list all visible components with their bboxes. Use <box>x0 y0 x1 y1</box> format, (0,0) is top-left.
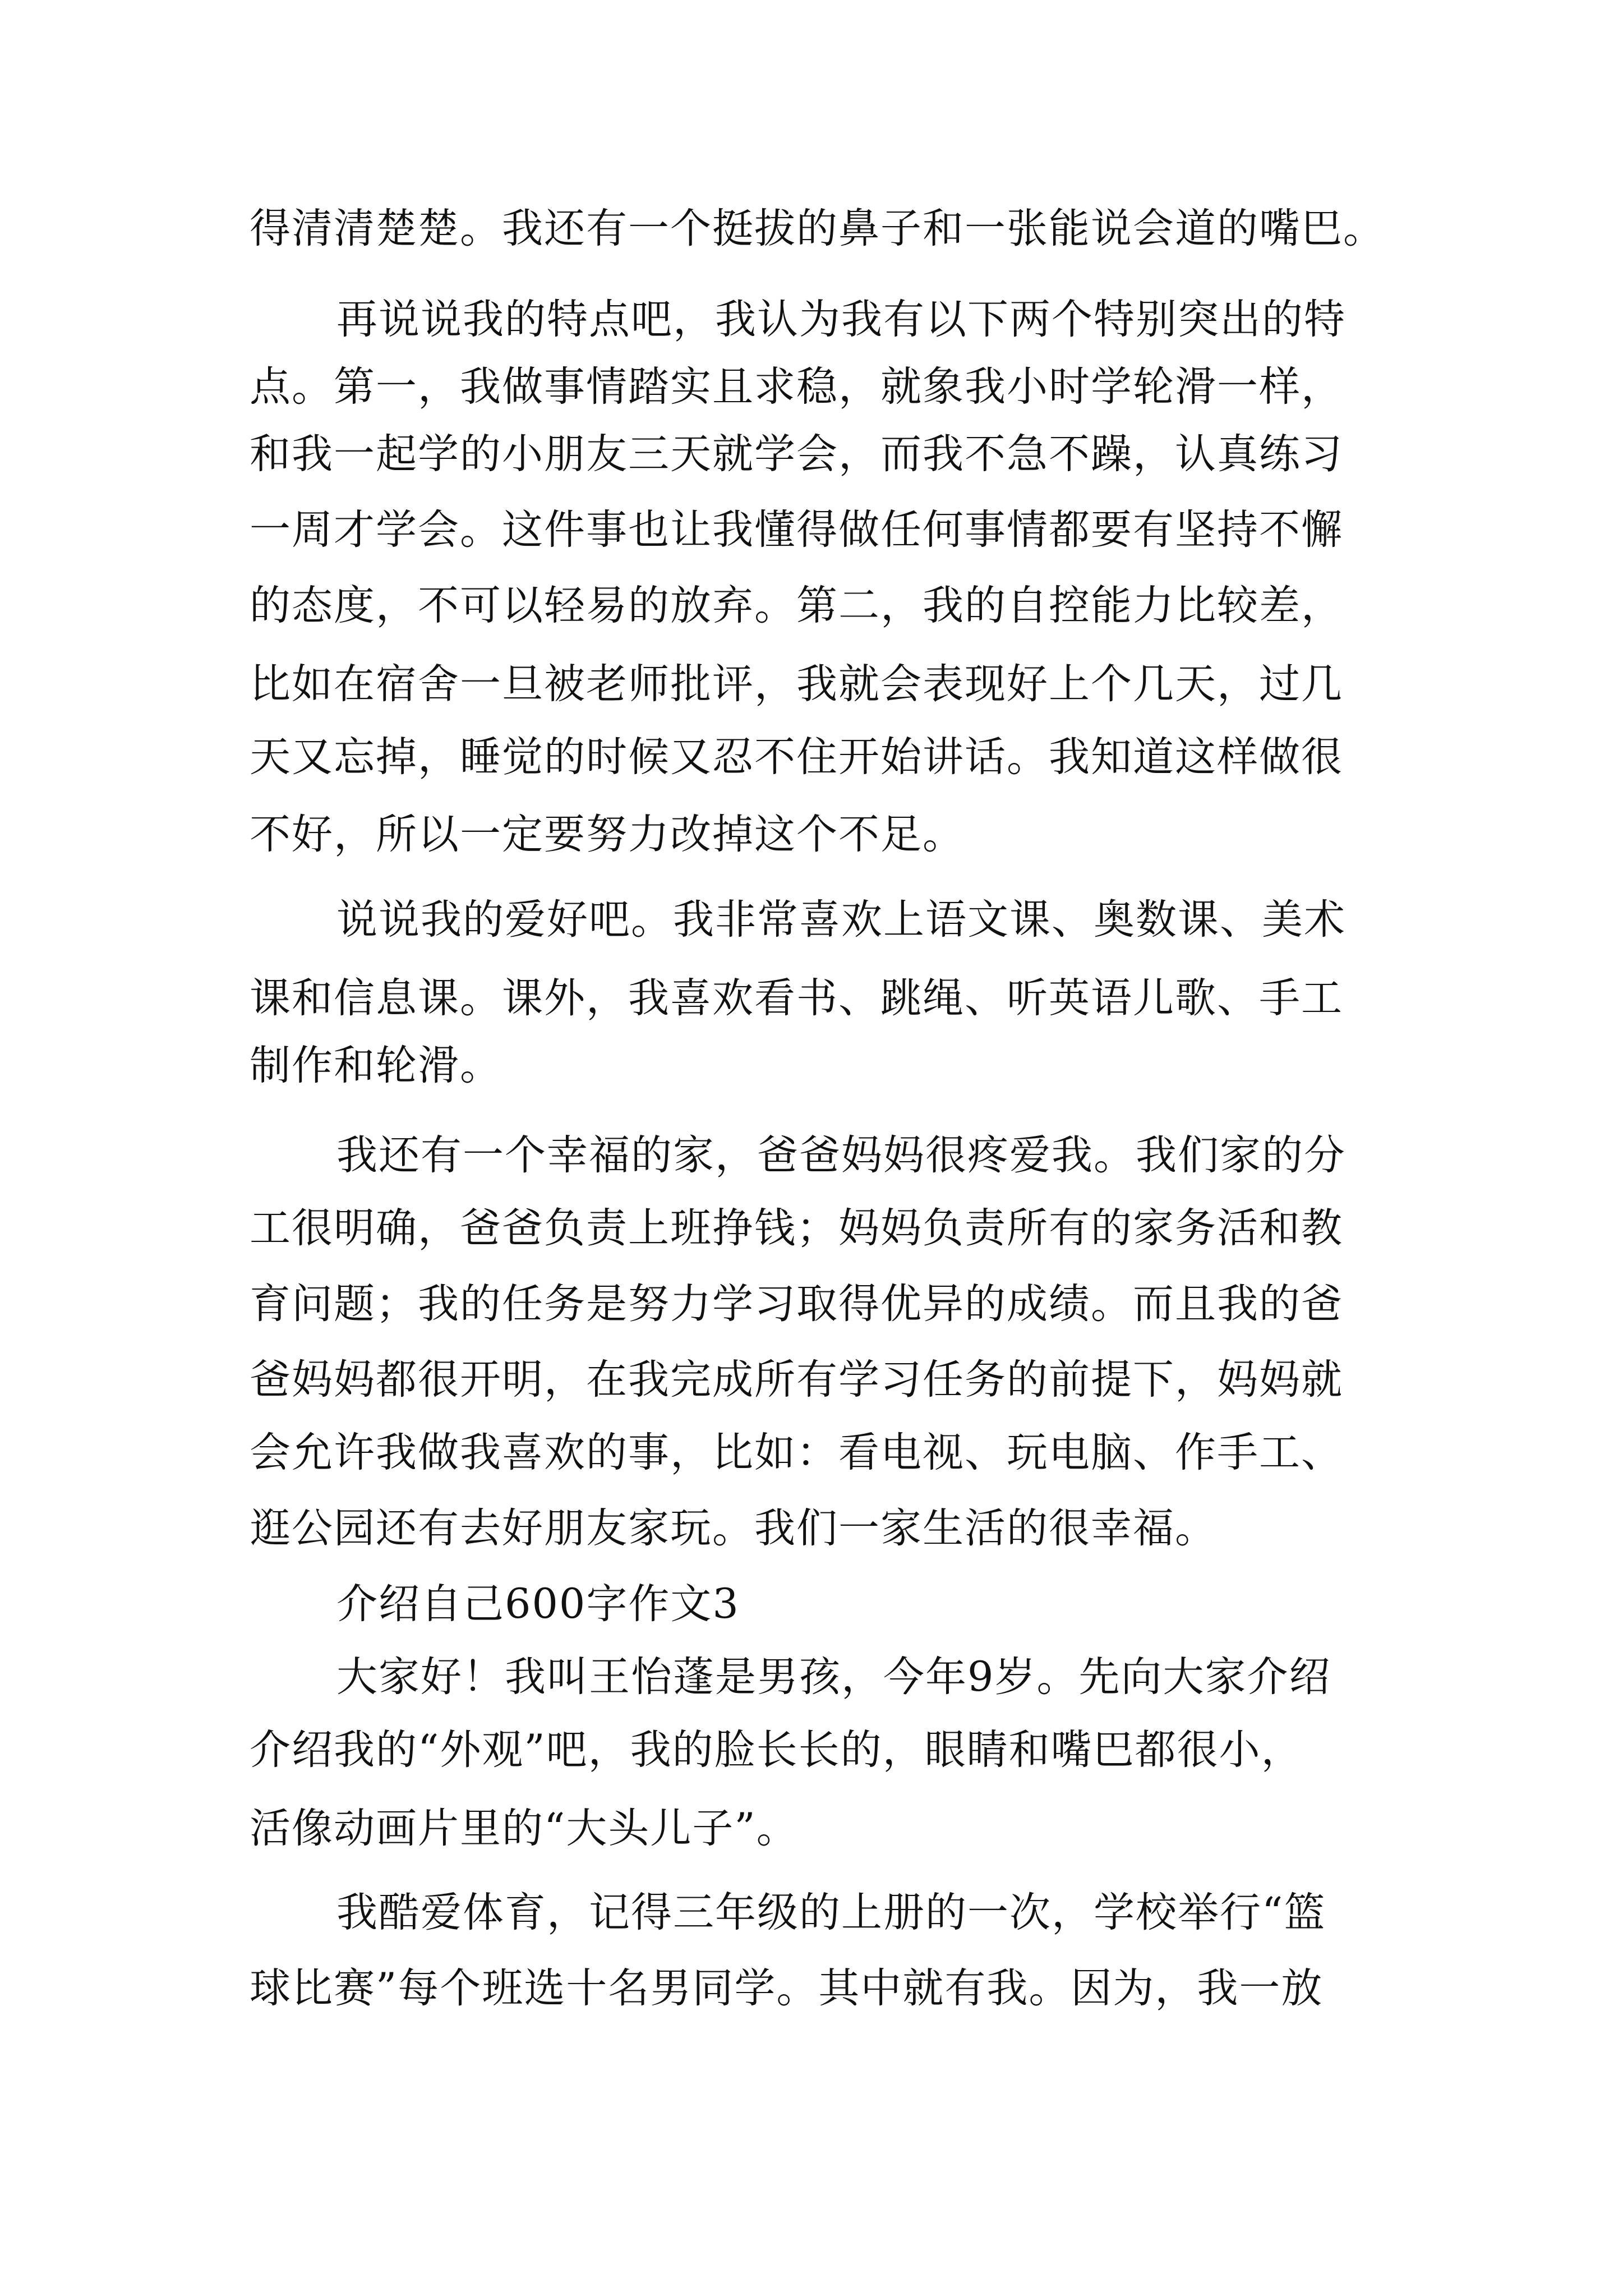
text-line: 点。第一，我做事情踏实且求稳，就象我小时学轮滑一样， <box>250 363 1343 411</box>
paragraph-first-line: 我还有一个幸福的家，爸爸妈妈很疼爱我。我们家的分 <box>336 1131 1346 1179</box>
text-line: 逛公园还有去好朋友家玩。我们一家生活的很幸福。 <box>250 1504 1217 1552</box>
paragraph-first-line: 说说我的爱好吧。我非常喜欢上语文课、奥数课、美术 <box>336 896 1346 944</box>
text-line: 制作和轮滑。 <box>250 1042 502 1089</box>
section-heading: 介绍自己600字作文3 <box>336 1580 740 1628</box>
text-line: 育问题；我的任务是努力学习取得优异的成绩。而且我的爸 <box>250 1280 1343 1328</box>
paragraph-first-line: 我酷爱体育，记得三年级的上册的一次，学校举行“篮 <box>336 1889 1326 1936</box>
text-line: 课和信息课。课外，我喜欢看书、跳绳、听英语儿歌、手工 <box>250 974 1343 1022</box>
text-line: 一周才学会。这件事也让我懂得做任何事情都要有坚持不懈 <box>250 506 1343 554</box>
paragraph-first-line: 大家好！我叫王怡蓬是男孩，今年9岁。先向大家介绍 <box>336 1653 1331 1701</box>
text-line: 工很明确，爸爸负责上班挣钱；妈妈负责所有的家务活和教 <box>250 1204 1343 1252</box>
text-line: 活像动画片里的“大头儿子”。 <box>250 1805 799 1852</box>
text-line: 的态度，不可以轻易的放弃。第二，我的自控能力比较差， <box>250 582 1343 629</box>
paragraph-first-line: 再说说我的特点吧，我认为我有以下两个特别突出的特 <box>336 296 1346 343</box>
text-line: 会允许我做我喜欢的事，比如：看电视、玩电脑、作手工、 <box>250 1429 1343 1476</box>
text-line: 比如在宿舍一旦被老师批评，我就会表现好上个几天，过几 <box>250 660 1343 708</box>
text-line: 球比赛”每个班选十名男同学。其中就有我。因为，我一放 <box>250 1964 1324 2012</box>
text-line: 不好，所以一定要努力改掉这个不足。 <box>250 811 965 858</box>
text-line: 得清清楚楚。我还有一个挺拔的鼻子和一张能说会道的嘴巴。 <box>250 205 1385 252</box>
text-line: 爸妈妈都很开明，在我完成所有学习任务的前提下，妈妈就 <box>250 1356 1343 1404</box>
text-line: 天又忘掉，睡觉的时候又忍不住开始讲话。我知道这样做很 <box>250 733 1343 781</box>
text-line: 介绍我的“外观”吧，我的脸长长的，眼睛和嘴巴都很小， <box>250 1726 1303 1774</box>
text-line: 和我一起学的小朋友三天就学会，而我不急不躁，认真练习 <box>250 430 1343 478</box>
